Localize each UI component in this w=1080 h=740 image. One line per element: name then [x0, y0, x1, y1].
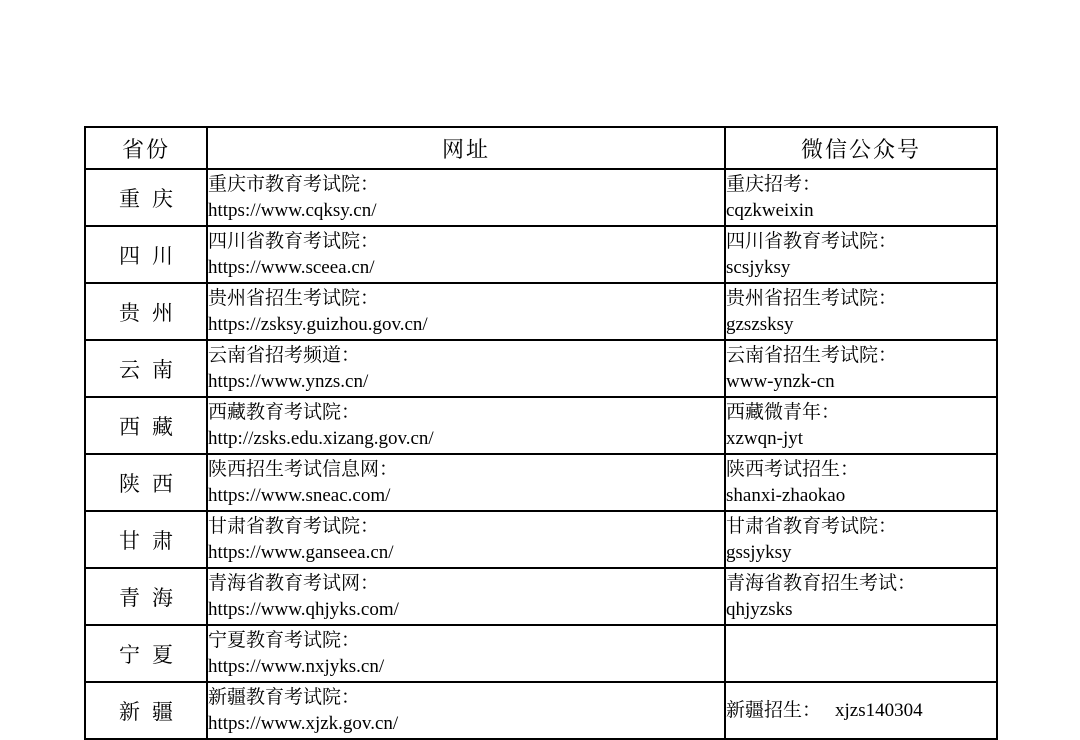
cell-wechat [725, 511, 997, 568]
wechat-id: xzwqn-jyt [726, 427, 804, 449]
table-header-row [85, 127, 997, 169]
table-row [85, 340, 997, 397]
cell-url [207, 169, 725, 226]
url-org-name: 新疆教育考试院： [208, 687, 361, 709]
url-org-name: 陕西招生考试信息网： [208, 459, 399, 481]
wechat-name: 新疆招生： [726, 699, 822, 721]
cell-url [207, 226, 725, 283]
wechat-id: qhjyzsks [726, 598, 793, 620]
cell-province: 云南 [85, 340, 207, 397]
cell-province: 西藏 [85, 397, 207, 454]
cell-wechat [725, 283, 997, 340]
wechat-id: xjzs140304 [835, 699, 923, 721]
table-row [85, 226, 997, 283]
cell-wechat [725, 169, 997, 226]
cell-wechat [725, 397, 997, 454]
cell-url [207, 625, 725, 682]
url-org-name: 甘肃省教育考试院： [208, 516, 380, 538]
table-row [85, 454, 997, 511]
url-link[interactable]: https://www.ynzs.cn/ [208, 370, 369, 392]
url-org-name: 西藏教育考试院： [208, 402, 361, 424]
header-url [207, 127, 725, 169]
cell-province: 新疆 [85, 682, 207, 739]
wechat-id: cqzkweixin [726, 199, 814, 221]
cell-url [207, 397, 725, 454]
url-link[interactable]: https://www.nxjyks.cn/ [208, 655, 385, 677]
table-row [85, 625, 997, 682]
table-row [85, 397, 997, 454]
cell-url [207, 454, 725, 511]
url-org-name: 宁夏教育考试院： [208, 630, 361, 652]
cell-province: 陕西 [85, 454, 207, 511]
cell-province: 宁夏 [85, 625, 207, 682]
table-row [85, 568, 997, 625]
url-link[interactable]: https://www.sceea.cn/ [208, 256, 375, 278]
wechat-id: gssjyksy [726, 541, 792, 563]
cell-wechat-empty [725, 625, 997, 682]
wechat-name: 贵州省招生考试院： [726, 288, 898, 310]
wechat-name: 陕西考试招生： [726, 459, 860, 481]
url-org-name: 重庆市教育考试院： [208, 174, 380, 196]
wechat-id: www-ynzk-cn [726, 370, 835, 392]
cell-wechat [725, 340, 997, 397]
url-link[interactable]: https://www.xjzk.gov.cn/ [208, 712, 399, 734]
cell-url [207, 511, 725, 568]
cell-province: 青海 [85, 568, 207, 625]
url-link[interactable]: https://www.cqksy.cn/ [208, 199, 377, 221]
cell-province: 甘肃 [85, 511, 207, 568]
wechat-id: gzszsksy [726, 313, 794, 335]
cell-url [207, 340, 725, 397]
wechat-name: 重庆招考： [726, 174, 822, 196]
cell-wechat [725, 568, 997, 625]
cell-province: 贵州 [85, 283, 207, 340]
cell-url [207, 283, 725, 340]
header-province [85, 127, 207, 169]
cell-wechat [725, 682, 997, 739]
url-org-name: 云南省招考频道： [208, 345, 361, 367]
url-link[interactable]: http://zsks.edu.xizang.gov.cn/ [208, 427, 434, 449]
cell-wechat [725, 454, 997, 511]
wechat-id: scsjyksy [726, 256, 791, 278]
cell-url [207, 568, 725, 625]
table-row [85, 283, 997, 340]
url-org-name: 贵州省招生考试院： [208, 288, 380, 310]
wechat-name: 甘肃省教育考试院： [726, 516, 898, 538]
table-row [85, 682, 997, 739]
cell-url [207, 682, 725, 739]
table-row [85, 169, 997, 226]
header-url-label: 网址 [441, 136, 490, 162]
wechat-name: 四川省教育考试院： [726, 231, 898, 253]
wechat-name: 西藏微青年： [726, 402, 841, 424]
url-link[interactable]: https://www.sneac.com/ [208, 484, 391, 506]
header-province-label: 省份 [121, 136, 170, 162]
province-info-table [84, 126, 998, 740]
header-wechat [725, 127, 997, 169]
url-link[interactable]: https://zsksy.guizhou.gov.cn/ [208, 313, 428, 335]
url-org-name: 青海省教育考试网： [208, 573, 380, 595]
wechat-name: 云南省招生考试院： [726, 345, 898, 367]
url-org-name: 四川省教育考试院： [208, 231, 380, 253]
url-link[interactable]: https://www.qhjyks.com/ [208, 598, 399, 620]
table-head [85, 127, 997, 169]
table-container [84, 126, 996, 740]
wechat-id: shanxi-zhaokao [726, 484, 846, 506]
table-row [85, 511, 997, 568]
wechat-name: 青海省教育招生考试： [726, 573, 917, 595]
table-body [85, 169, 997, 739]
cell-wechat [725, 226, 997, 283]
cell-province: 重庆 [85, 169, 207, 226]
url-link[interactable]: https://www.ganseea.cn/ [208, 541, 394, 563]
cell-province: 四川 [85, 226, 207, 283]
header-wechat-label: 微信公众号 [800, 136, 921, 162]
